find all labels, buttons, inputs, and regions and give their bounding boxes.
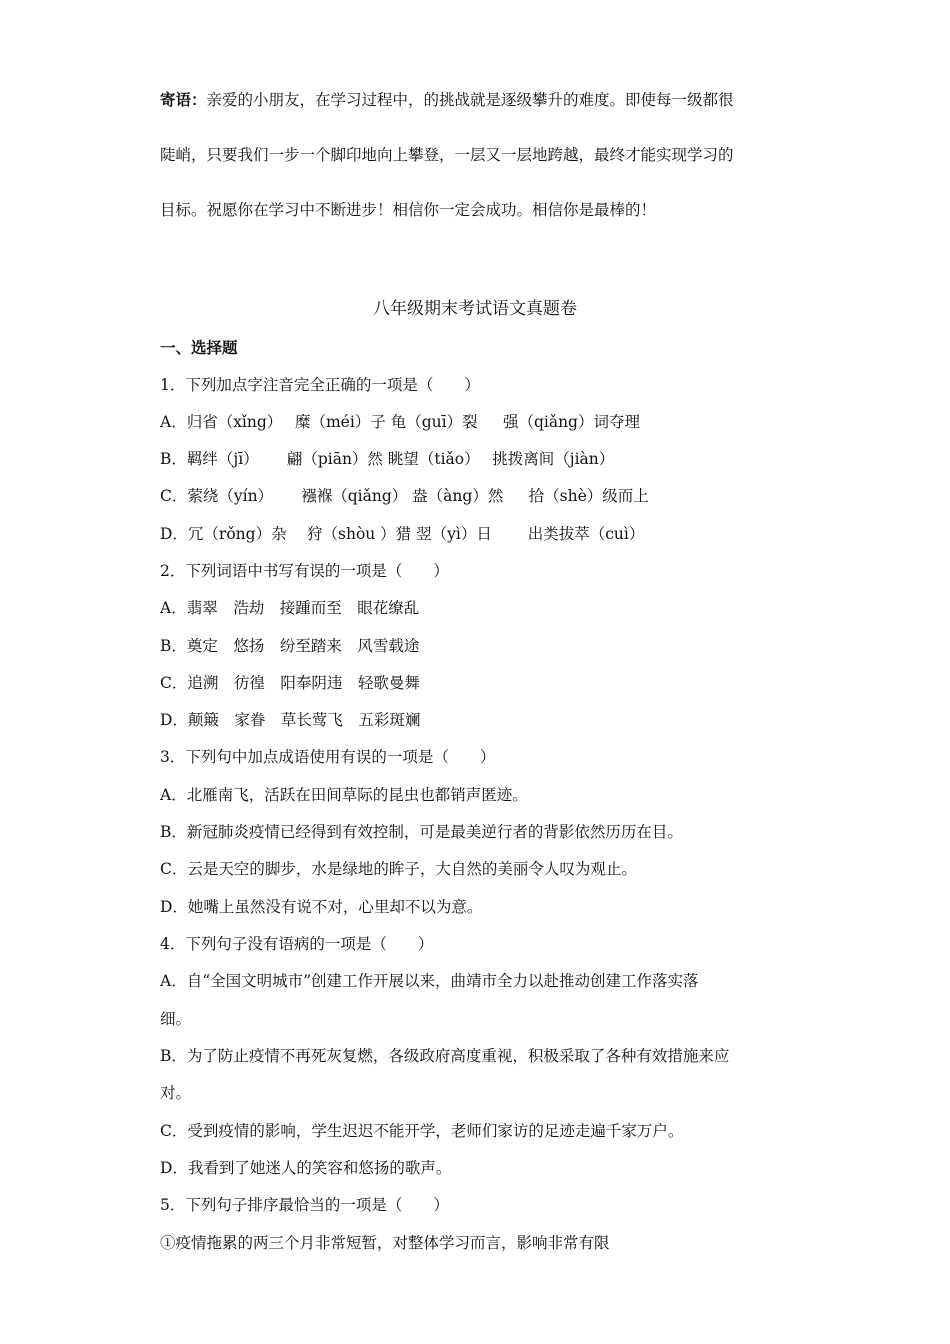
option-4d: D．我看到了她迷人的笑容和悠扬的歌声。 [160, 1159, 452, 1177]
option-3b: B．新冠肺炎疫情已经得到有效控制，可是最美逆行者的背影依然历历在目。 [160, 823, 683, 841]
option-4b: B．为了防止疫情不再死灰复燃，各级政府高度重视，积极采取了各种有效措施来应 [160, 1047, 730, 1065]
option-2a: A．翡翠 浩劫 接踵而至 眼花缭乱 [160, 599, 420, 617]
option-1a: A．归省（xǐng） 糜（méi）子 龟（guī）裂 强（qiǎng）词夺理 [160, 413, 640, 431]
option-3c: C．云是天空的脚步，水是绿地的眸子，大自然的美丽令人叹为观止。 [160, 860, 637, 878]
option-1c: C．萦绕（yín） 襁褓（qiǎng） 盎（àng）然 拾（shè）级而上 [160, 487, 649, 505]
exam-title: 八年级期末考试语文真题卷 [373, 299, 577, 319]
question-5: 5．下列句子排序最恰当的一项是（ ） [160, 1196, 449, 1214]
option-4a-cont: 细。 [160, 1010, 192, 1028]
message-line-2: 陡峭，只要我们一步一个脚印地向上攀登，一层又一层地跨越，最终才能实现学习的 [160, 146, 734, 164]
option-4a: A．自“全国文明城市”创建工作开展以来，曲靖市全力以赴推动创建工作落实落 [160, 972, 699, 990]
option-4c: C．受到疫情的影响，学生迟迟不能开学，老师们家访的足迹走遍千家万户。 [160, 1122, 684, 1140]
question-2: 2．下列词语中书写有误的一项是（ ） [160, 562, 449, 580]
option-1d: D．冗（rǒng）杂 狩（shòu ）猎 翌（yì）日 出类拔萃（cuì） [160, 525, 645, 543]
option-2d: D．颠簸 家眷 草长莺飞 五彩斑斓 [160, 711, 421, 729]
option-4b-cont: 对。 [160, 1084, 192, 1102]
option-3d: D．她嘴上虽然没有说不对，心里却不以为意。 [160, 898, 483, 916]
question-1: 1．下列加点字注音完全正确的一项是（ ） [160, 376, 480, 394]
question-4: 4．下列句子没有语病的一项是（ ） [160, 935, 434, 953]
option-3a: A．北雁南飞，活跃在田间草际的昆虫也都销声匿迹。 [160, 786, 528, 804]
option-2b: B．奠定 悠扬 纷至踏来 风雪载途 [160, 637, 420, 655]
section-heading: 一、选择题 [160, 339, 238, 357]
message-line-1: 寄语：亲爱的小朋友，在学习过程中，的挑战就是逐级攀升的难度。即使每一级都很 [160, 91, 734, 109]
option-2c: C．追溯 彷徨 阳奉阴违 轻歌曼舞 [160, 674, 420, 692]
sentence-1: ①疫情拖累的两三个月非常短暂，对整体学习而言，影响非常有限 [160, 1234, 610, 1252]
message-line-3: 目标。祝愿你在学习中不断进步！相信你一定会成功。相信你是最棒的！ [160, 201, 657, 219]
option-1b: B．羁绊（jī） 翩（piān）然 眺望（tiǎo） 挑拨离间（jiàn） [160, 450, 615, 468]
question-3: 3．下列句中加点成语使用有误的一项是（ ） [160, 748, 496, 766]
message-label: 寄语： [160, 91, 207, 109]
